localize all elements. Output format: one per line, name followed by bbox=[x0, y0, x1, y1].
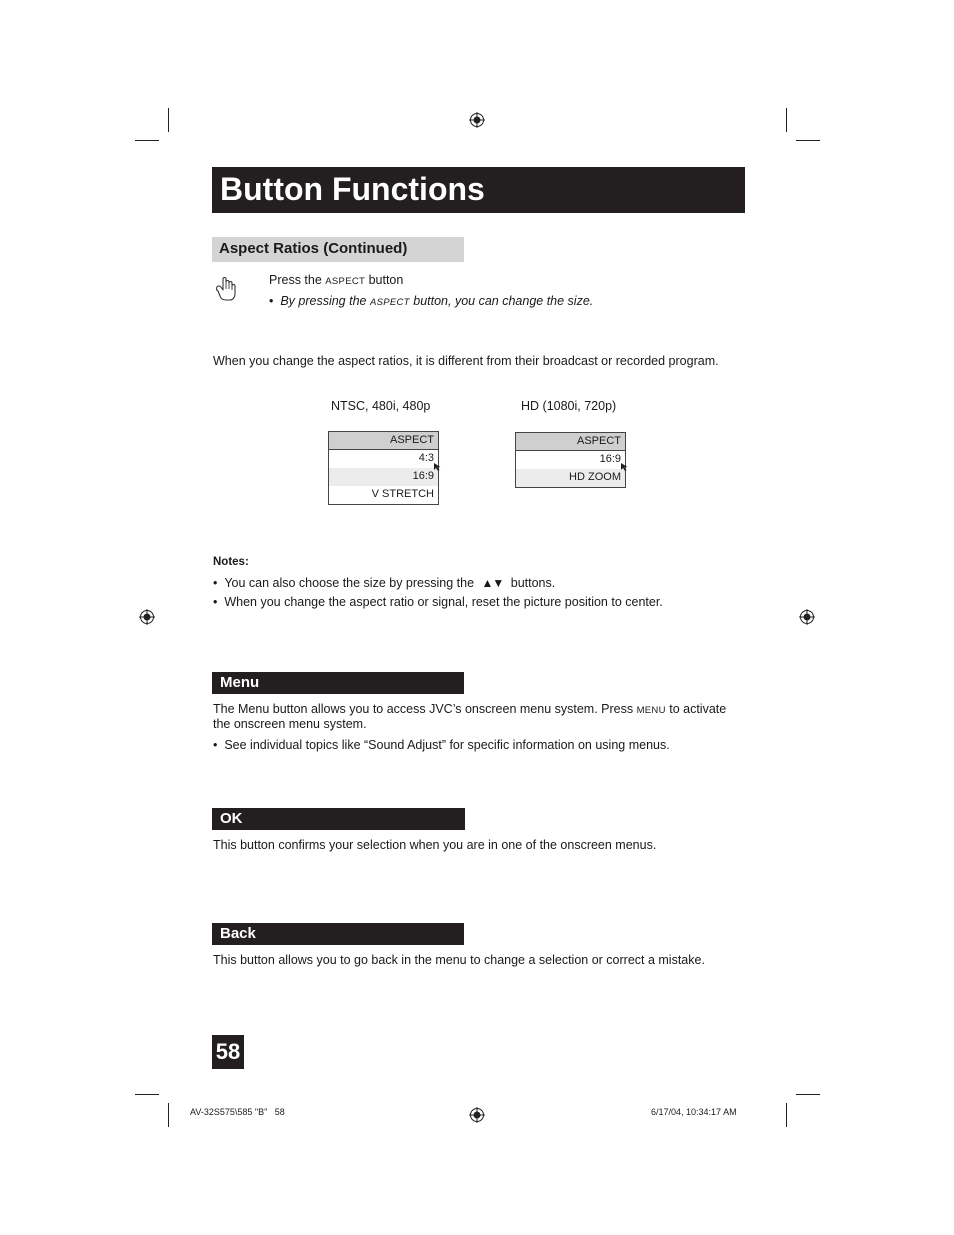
menu-description: The Menu button allows you to access JVC’s onscreen menu system. Press MENU to activate bbox=[213, 702, 727, 716]
crop-mark bbox=[168, 108, 169, 132]
menu-option[interactable]: 16:9 bbox=[599, 453, 621, 465]
menu-option[interactable]: 4:3 bbox=[418, 452, 434, 464]
ntsc-label: NTSC, 480i, 480p bbox=[331, 399, 431, 413]
section-heading-ok bbox=[212, 808, 465, 830]
section-heading-label: Menu bbox=[220, 674, 260, 691]
registration-mark-icon bbox=[799, 609, 815, 625]
section-heading-menu bbox=[212, 672, 464, 694]
menu-title: ASPECT bbox=[329, 432, 438, 450]
crop-mark bbox=[796, 1094, 820, 1095]
footer-timestamp: 6/17/04, 10:34:17 AM bbox=[651, 1107, 737, 1117]
aspect-intro: When you change the aspect ratios, it is different from their broadcast or recorded program. bbox=[213, 354, 719, 368]
crop-mark bbox=[135, 1094, 159, 1095]
button-name: ASPECT bbox=[325, 276, 366, 287]
menu-option[interactable]: V STRETCH bbox=[371, 488, 434, 500]
crop-mark bbox=[786, 1103, 787, 1127]
crop-mark bbox=[135, 140, 159, 141]
page-number: 58 bbox=[212, 1035, 244, 1069]
press-instruction: Press the ASPECT button bbox=[269, 273, 404, 287]
button-name: ASPECT bbox=[369, 297, 410, 308]
crop-mark bbox=[786, 108, 787, 132]
crop-mark bbox=[796, 140, 820, 141]
button-name: MENU bbox=[636, 705, 666, 716]
press-bullet: • By pressing the ASPECT button, you can change the size. bbox=[269, 294, 594, 308]
hd-aspect-menu bbox=[515, 432, 626, 488]
crop-mark bbox=[168, 1103, 169, 1127]
section-heading-label: Aspect Ratios (Continued) bbox=[219, 240, 408, 257]
hand-pointer-icon bbox=[214, 276, 238, 302]
menu-option-selected[interactable]: 16:9 bbox=[329, 468, 438, 486]
page-title: Button Functions bbox=[220, 171, 485, 207]
section-heading-back bbox=[212, 923, 464, 945]
hd-label: HD (1080i, 720p) bbox=[521, 399, 617, 413]
menu-option-selected[interactable]: HD ZOOM bbox=[516, 469, 625, 487]
menu-title: ASPECT bbox=[516, 433, 625, 451]
registration-mark-icon bbox=[469, 1107, 485, 1123]
registration-mark-icon bbox=[139, 609, 155, 625]
section-heading-label: OK bbox=[220, 810, 243, 827]
page-title-bar bbox=[212, 167, 745, 213]
registration-mark-icon bbox=[469, 112, 485, 128]
menu-bullet: • See individual topics like “Sound Adjust” for specific information on using menus. bbox=[213, 738, 670, 752]
ok-description: This button confirms your selection when you are in one of the onscreen menus. bbox=[213, 838, 657, 852]
section-heading-label: Back bbox=[220, 925, 256, 942]
up-down-arrows-icon: ▲▼ bbox=[481, 576, 504, 590]
note-item: • You can also choose the size by pressing the ▲▼ buttons. bbox=[213, 576, 556, 590]
section-heading-aspect bbox=[212, 237, 464, 262]
pointer-cursor-icon bbox=[433, 462, 443, 472]
pointer-cursor-icon bbox=[620, 462, 630, 472]
note-item: • When you change the aspect ratio or signal, reset the picture position to center. bbox=[213, 595, 663, 609]
notes-heading: Notes: bbox=[213, 556, 249, 568]
footer-file-info: AV-32S575\585 "B" 58 bbox=[190, 1107, 285, 1117]
back-description: This button allows you to go back in the menu to change a selection or correct a mistake. bbox=[213, 953, 705, 967]
ntsc-aspect-menu bbox=[328, 431, 439, 505]
menu-description-line2: the onscreen menu system. bbox=[213, 717, 367, 731]
